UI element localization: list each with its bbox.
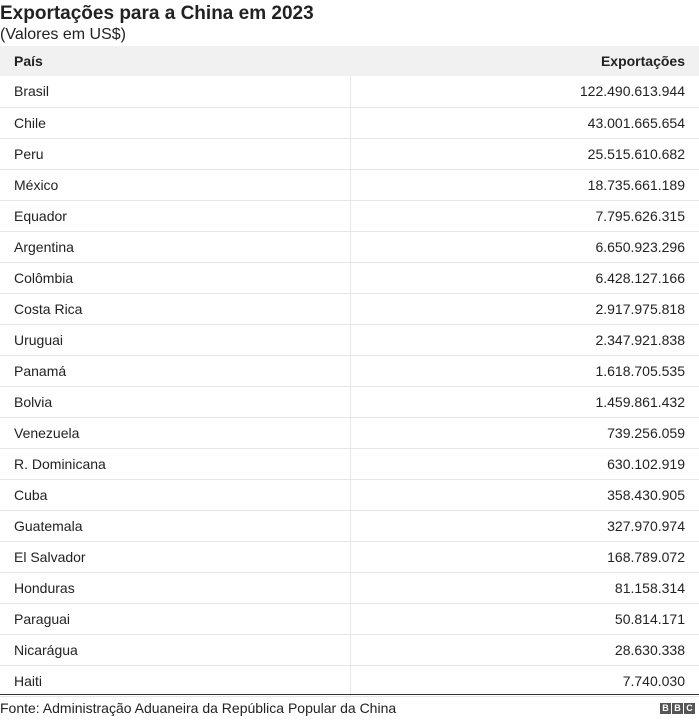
- bbc-logo-letter: B: [672, 703, 683, 714]
- country-cell: R. Dominicana: [0, 448, 350, 479]
- column-header-country: País: [14, 53, 43, 69]
- bbc-logo-letter: B: [660, 703, 671, 714]
- exports-value-cell: 327.970.974: [350, 510, 699, 541]
- table-row: [0, 107, 699, 138]
- exports-value-cell: 43.001.665.654: [350, 107, 699, 138]
- table-row: [0, 665, 699, 696]
- exports-value-cell: 25.515.610.682: [350, 138, 699, 169]
- table-row: [0, 200, 699, 231]
- exports-value-cell: 2.347.921.838: [350, 324, 699, 355]
- table-row: [0, 417, 699, 448]
- country-cell: Chile: [0, 107, 350, 138]
- exports-value-cell: 18.735.661.189: [350, 169, 699, 200]
- exports-value-cell: 739.256.059: [350, 417, 699, 448]
- country-cell: Paraguai: [0, 603, 350, 634]
- table-row: [0, 541, 699, 572]
- column-header-exports: Exportações: [600, 53, 685, 69]
- table-row: [0, 262, 699, 293]
- exports-value-cell: 28.630.338: [350, 634, 699, 665]
- source-note: Fonte: Administração Aduaneira da República Popular da China: [0, 700, 397, 716]
- country-cell: Guatemala: [0, 510, 350, 541]
- country-cell: El Salvador: [0, 541, 350, 572]
- exports-value-cell: 6.428.127.166: [350, 262, 699, 293]
- exports-value-cell: 1.459.861.432: [350, 386, 699, 417]
- exports-table: [0, 46, 699, 697]
- table-row: [0, 324, 699, 355]
- chart-footer: [0, 694, 699, 721]
- table-row: [0, 138, 699, 169]
- table-row: [0, 231, 699, 262]
- country-cell: Costa Rica: [0, 293, 350, 324]
- country-cell: Brasil: [0, 76, 350, 107]
- table-row: [0, 510, 699, 541]
- table-row: [0, 448, 699, 479]
- country-cell: Haiti: [0, 665, 350, 696]
- exports-value-cell: 81.158.314: [350, 572, 699, 603]
- exports-value-cell: 6.650.923.296: [350, 231, 699, 262]
- exports-value-cell: 7.740.030: [350, 665, 699, 696]
- country-cell: Honduras: [0, 572, 350, 603]
- bbc-logo-letter: C: [684, 703, 695, 714]
- exports-value-cell: 122.490.613.944: [350, 76, 699, 107]
- exports-value-cell: 50.814.171: [350, 603, 699, 634]
- chart-subtitle: (Valores em US$): [0, 26, 126, 43]
- chart-title: Exportações para a China em 2023: [0, 3, 314, 24]
- table-row: [0, 572, 699, 603]
- table-row: [0, 386, 699, 417]
- country-cell: Equador: [0, 200, 350, 231]
- country-cell: Venezuela: [0, 417, 350, 448]
- exports-value-cell: 7.795.626.315: [350, 200, 699, 231]
- exports-value-cell: 358.430.905: [350, 479, 699, 510]
- table-row: [0, 293, 699, 324]
- country-cell: Uruguai: [0, 324, 350, 355]
- table-row: [0, 355, 699, 386]
- table-body: [0, 76, 699, 696]
- country-cell: México: [0, 169, 350, 200]
- country-cell: Nicarágua: [0, 634, 350, 665]
- country-cell: Bolvia: [0, 386, 350, 417]
- table-row: [0, 76, 699, 107]
- country-cell: Cuba: [0, 479, 350, 510]
- table-header-row: [0, 46, 699, 76]
- exports-value-cell: 630.102.919: [350, 448, 699, 479]
- bbc-logo: [660, 703, 695, 714]
- exports-value-cell: 2.917.975.818: [350, 293, 699, 324]
- country-cell: Panamá: [0, 355, 350, 386]
- table-row: [0, 634, 699, 665]
- table-row: [0, 603, 699, 634]
- exports-value-cell: 168.789.072: [350, 541, 699, 572]
- exports-value-cell: 1.618.705.535: [350, 355, 699, 386]
- country-cell: Peru: [0, 138, 350, 169]
- table-row: [0, 479, 699, 510]
- country-cell: Argentina: [0, 231, 350, 262]
- table-row: [0, 169, 699, 200]
- country-cell: Colômbia: [0, 262, 350, 293]
- exports-table-container: [0, 46, 699, 697]
